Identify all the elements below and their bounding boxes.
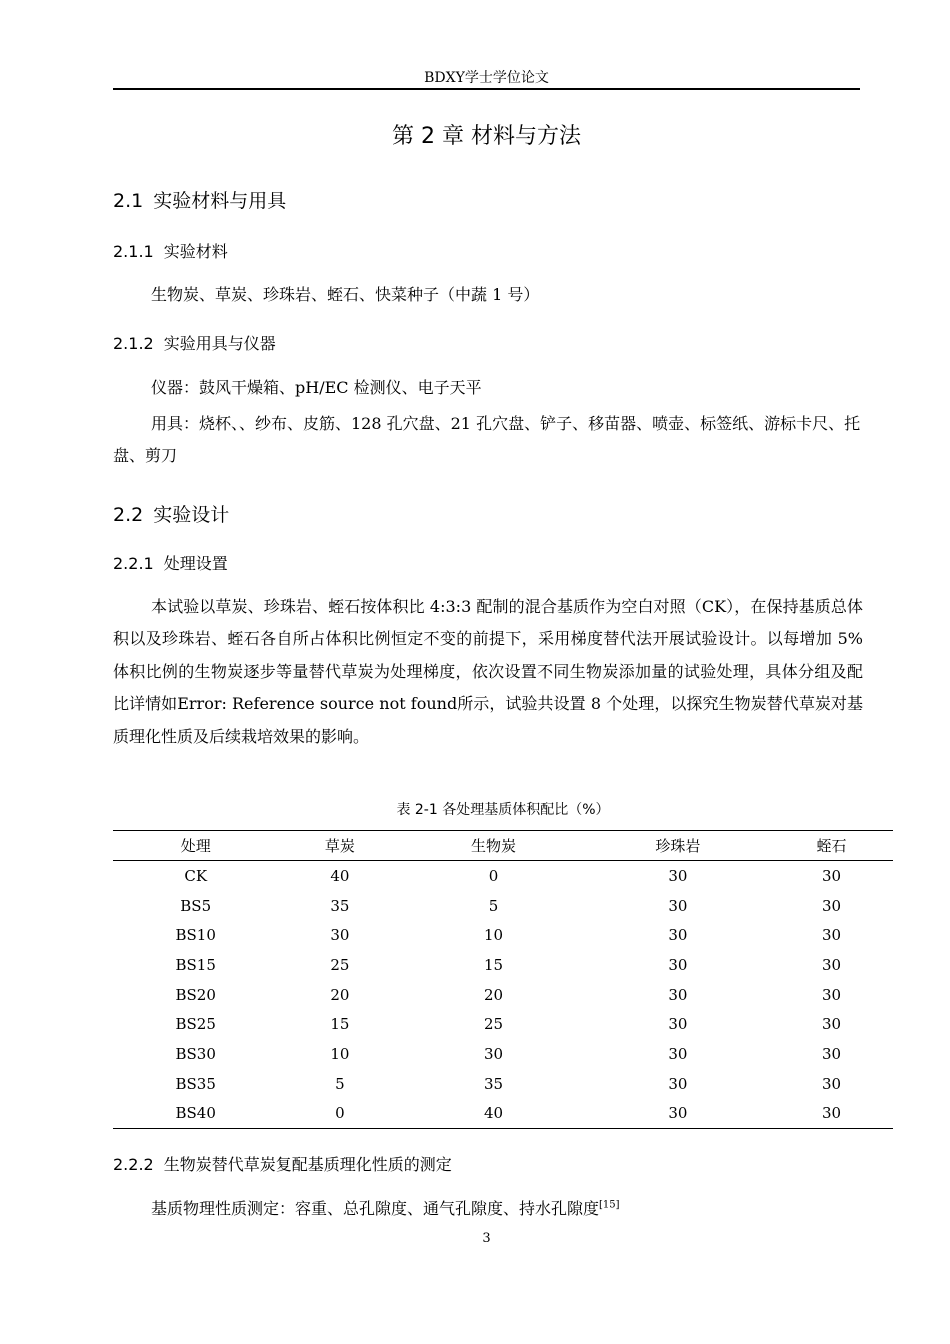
table-cell: 30 bbox=[668, 1015, 688, 1034]
subsection-number: 2.1.2 bbox=[113, 334, 154, 353]
section-number: 2.1 bbox=[113, 190, 144, 212]
table-cell: 30 bbox=[668, 896, 688, 915]
ratio-table bbox=[113, 830, 893, 1129]
subsection-heading-2-2-2 bbox=[113, 1154, 452, 1176]
table-cell: 30 bbox=[821, 1044, 842, 1063]
table-cell: 30 bbox=[586, 1099, 770, 1129]
table-cell: 40 bbox=[401, 1099, 585, 1129]
table-cell: 30 bbox=[483, 1044, 504, 1063]
subsection-title: 实验用具与仪器 bbox=[163, 334, 276, 353]
table-cell: BS10 bbox=[175, 926, 216, 945]
chapter-title: 第 2 章 材料与方法 bbox=[392, 124, 581, 149]
table-row bbox=[113, 891, 893, 921]
table-cell: 20 bbox=[330, 985, 350, 1004]
table-cell: 30 bbox=[821, 896, 842, 915]
table-cell: 25 bbox=[483, 1015, 504, 1034]
table-row bbox=[113, 1039, 893, 1069]
table-row bbox=[113, 1069, 893, 1099]
table-cell: 30 bbox=[821, 1015, 842, 1034]
subsection-number: 2.1.1 bbox=[113, 242, 154, 261]
table-cell: 30 bbox=[668, 866, 688, 885]
subsection-number: 2.2.1 bbox=[113, 554, 154, 573]
table-cell: 5 bbox=[488, 896, 499, 915]
running-header: BDXY学士学位论文 bbox=[424, 70, 549, 86]
header-rule bbox=[113, 88, 860, 90]
table-cell: 5 bbox=[335, 1074, 345, 1093]
table-cell: 30 bbox=[668, 926, 688, 945]
section-title: 实验设计 bbox=[153, 504, 230, 526]
table-cell: BS40 bbox=[113, 1099, 278, 1129]
subsection-title: 生物炭替代草炭复配基质理化性质的测定 bbox=[163, 1155, 452, 1174]
table-cell: BS25 bbox=[175, 1015, 216, 1034]
table-header-cell: 处理 bbox=[113, 831, 278, 861]
subsection-heading-2-1-2 bbox=[113, 333, 276, 355]
table-caption: 表 2-1 各处理基质体积配比（%） bbox=[396, 802, 610, 818]
table-cell: 15 bbox=[483, 955, 504, 974]
table-cell: 10 bbox=[330, 1044, 350, 1063]
subsection-number: 2.2.2 bbox=[113, 1155, 154, 1174]
table-header-cell: 草炭 bbox=[278, 831, 401, 861]
table-row bbox=[113, 1009, 893, 1039]
table-cell: 0 bbox=[488, 866, 499, 885]
table-cell: 30 bbox=[821, 866, 842, 885]
page-number: 3 bbox=[482, 1231, 491, 1246]
section-heading-2-2 bbox=[113, 502, 229, 528]
table-row bbox=[113, 980, 893, 1010]
table-row bbox=[113, 1099, 893, 1129]
subsection-title: 实验材料 bbox=[163, 242, 228, 261]
materials-paragraph: 生物炭、草炭、珍珠岩、蛭石、快菜种子（中蔬 1 号） bbox=[151, 285, 540, 304]
table-cell: 30 bbox=[330, 926, 350, 945]
section-number: 2.2 bbox=[113, 504, 144, 526]
table-cell: 30 bbox=[668, 1044, 688, 1063]
table-row bbox=[113, 861, 893, 891]
table-cell: 25 bbox=[330, 955, 350, 974]
table-header-cell: 生物炭 bbox=[401, 831, 585, 861]
subsection-title: 处理设置 bbox=[163, 554, 228, 573]
table-header-cell: 珍珠岩 bbox=[586, 831, 770, 861]
table-cell: 40 bbox=[330, 866, 350, 885]
table-cell: 10 bbox=[483, 926, 504, 945]
table-row bbox=[113, 950, 893, 980]
table-cell: 30 bbox=[668, 985, 688, 1004]
table-cell: BS5 bbox=[180, 896, 212, 915]
table-cell: 30 bbox=[668, 955, 688, 974]
table-cell: BS20 bbox=[175, 985, 216, 1004]
table-header-row bbox=[113, 831, 893, 861]
table-cell: 20 bbox=[483, 985, 504, 1004]
table-cell: 30 bbox=[821, 985, 842, 1004]
table-header-cell: 蛭石 bbox=[770, 831, 893, 861]
table-cell: 0 bbox=[278, 1099, 401, 1129]
table-cell: 30 bbox=[668, 1074, 688, 1093]
subsection-heading-2-2-1 bbox=[113, 553, 228, 575]
section-heading-2-1 bbox=[113, 188, 286, 214]
table-cell: BS35 bbox=[175, 1074, 216, 1093]
table-cell: CK bbox=[184, 866, 208, 885]
table-row bbox=[113, 920, 893, 950]
table-cell: 30 bbox=[770, 1099, 893, 1129]
table-cell: 30 bbox=[821, 1074, 842, 1093]
physical-properties-text: 基质物理性质测定：容重、总孔隙度、通气孔隙度、持水孔隙度 bbox=[151, 1199, 600, 1218]
table-cell: 15 bbox=[330, 1015, 350, 1034]
table-cell: BS15 bbox=[175, 955, 216, 974]
citation-link[interactable]: [15] bbox=[599, 1199, 620, 1211]
table-cell: 30 bbox=[821, 926, 842, 945]
table-cell: BS30 bbox=[175, 1044, 216, 1063]
physical-properties-paragraph bbox=[113, 1198, 863, 1220]
table-cell: 30 bbox=[821, 955, 842, 974]
subsection-heading-2-1-1 bbox=[113, 241, 228, 263]
instruments-paragraph: 仪器：鼓风干燥箱、pH/EC 检测仪、电子天平 bbox=[151, 378, 482, 397]
section-title: 实验材料与用具 bbox=[153, 190, 287, 212]
table-cell: 35 bbox=[483, 1074, 504, 1093]
tools-paragraph: 用具：烧杯、、纱布、皮筋、128 孔穴盘、21 孔穴盘、铲子、移苗器、喷壶、标签纸、游标卡尺、托盘、剪刀 bbox=[113, 414, 861, 465]
table-cell: 35 bbox=[330, 896, 350, 915]
design-paragraph: 本试验以草炭、珍珠岩、蛭石按体积比 4:3:3 配制的混合基质作为空白对照（CK），在保持基质总体积以及珍珠岩、蛭石各自所占体积比例恒定不变的前提下，采用梯度替代法开展试验设计。以每增加 5%体积比例的生物炭逐步等量替代草炭为处理梯度，依次设置不同生物炭添加量的试验处理，具体分组及配比详情如Error: Reference source not found所示，试验共设置 8 个处理，以探究生物炭替代草炭对基质理化性质及后续栽培效果的影响。 bbox=[113, 597, 863, 746]
